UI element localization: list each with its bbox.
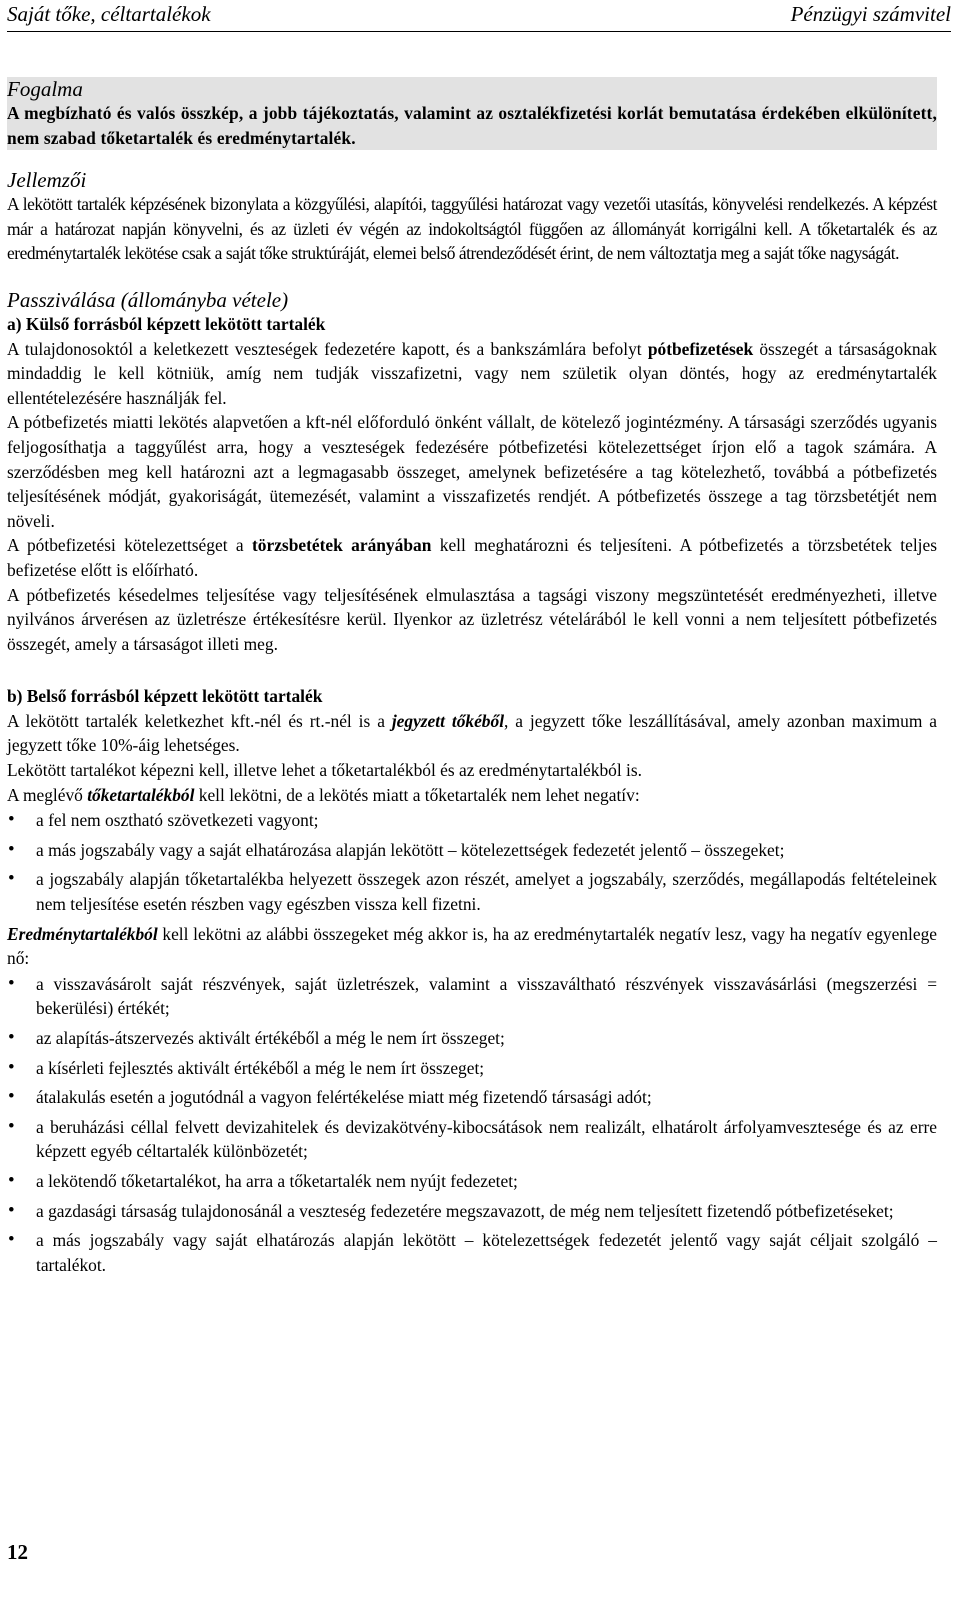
text-run-bold: pótbefizetések xyxy=(647,338,754,359)
list-item: • a lekötendő tőketartalékot, ha arra a tőketartalék nem nyújt fedezetet; xyxy=(7,1169,937,1194)
capital-reserve-list xyxy=(7,808,937,916)
passivation-section xyxy=(7,288,937,1277)
text-run: A meglévő xyxy=(7,784,88,805)
header-book-title: Pénzügyi számvitel xyxy=(790,2,951,26)
definition-text: A megbízható és valós összkép, a jobb tájékoztatás, valamint az osztalékfizetési korlát bemutatása érdekében elkülönített, nem szabad tőketartalék és eredménytartalék. xyxy=(7,103,937,148)
list-item: • a gazdasági társaság tulajdonosánál a veszteség fedezetére megszavazott, de még nem teljesített fizetendő pótbefizetéseket; xyxy=(7,1199,937,1224)
list-item: • a visszavásárolt saját részvények, saját üzletrészek, valamint a visszaváltható részvények visszavásárlási (megszerzési = bekerülési) értékét; xyxy=(7,972,937,1021)
paragraph: Lekötött tartalékot képezni kell, illetve lehet a tőketartalékból és az eredménytartalékból is. xyxy=(7,760,642,781)
text-run: , a jegyzett tőke leszállításával, amely azonban maximum a jegyzett tőke 10%-áig lehetséges. xyxy=(7,710,937,756)
list-item: • az alapítás-átszervezés aktivált értékéből a még le nem írt összeget; xyxy=(7,1026,937,1051)
external-reserve-heading: a) Külső forrásból képzett lekötött tartalék xyxy=(7,313,326,334)
text-run-bold-italic: tőketartalékból xyxy=(87,784,195,805)
characteristics-text: A lekötött tartalék képzésének bizonylata a közgyűlési, alapítói, taggyűlési határozat vagy vezetői utasítás, könyvelési rendelkezés. A képzést már a határozat napján könyvelni, és az üzleti év végén az indokoltságtól függően az állományát korrigálni kell. A tőketartalék és az eredménytartalék lekötése csak a saját tőke struktúráját, elemei belső átrendeződését érint, de nem változtatja meg a saját tőke nagyságát. xyxy=(7,194,937,264)
text-run-bold-italic: Eredménytartalékból xyxy=(7,923,158,944)
paragraph: A pótbefizetés miatti lekötés alapvetően a kft-nél előforduló önként vállalt, de kötelező jogintézmény. A társasági szerződés ugyanis feljogosíthatja a taggyűlést arra, hogy a veszteségek fedezésére pótbefizetési kötelezettséget írjon elő a tagok számára. A szerződésben meg kell határozni azt a legmagasabb összeget, amelynek befizetésére a tag kötelezhető, továbbá a pótbefizetés teljesítésének módját, gyakoriságát, ütemezését, valamint a visszafizetés rendjét. A pótbefizetés összege a tag törzsbetétjét nem növeli. xyxy=(7,412,937,531)
text-run: kell lekötni, de a lekötés miatt a tőketartalék nem lehet negatív: xyxy=(194,784,640,805)
paragraph xyxy=(7,922,937,971)
text-run: összegét a társaságoknak mindaddig le kell kötniük, amíg nem tudják visszafizetni, vagy nem születik olyan döntés, hogy az eredménytartalék ellentételezésére használják fel. xyxy=(7,338,937,408)
text-run: kell lekötni az alábbi összegeket még akkor is, ha az eredménytartalék negatív lesz, vagy ha negatív egyenlege nő: xyxy=(7,923,937,969)
passivation-title: Passziválása (állományba vétele) xyxy=(7,287,289,312)
paragraph xyxy=(7,709,937,758)
page-content xyxy=(7,74,937,1282)
list-item: • a fel nem osztható szövetkezeti vagyont; xyxy=(7,808,937,833)
text-run: A tulajdonosoktól a keletkezett veszteségek fedezetére kapott, és a bankszámlára befolyt xyxy=(7,338,648,359)
list-item: • a kísérleti fejlesztés aktivált értékéből a még le nem írt összeget; xyxy=(7,1056,937,1081)
retained-earnings-list xyxy=(7,972,937,1278)
definition-title: Fogalma xyxy=(7,77,83,101)
text-run: A pótbefizetési kötelezettséget a xyxy=(7,535,252,556)
internal-reserve-heading: b) Belső forrásból képzett lekötött tartalék xyxy=(7,686,323,707)
paragraph xyxy=(7,533,937,582)
text-run: kell meghatározni és teljesíteni. A pótbefizetés a törzsbetétek teljes befizetése előtt is előírható. xyxy=(7,535,937,580)
characteristics-section xyxy=(7,168,937,266)
list-item: • átalakulás esetén a jogutódnál a vagyon felértékelése miatt még fizetendő társasági adót; xyxy=(7,1085,937,1110)
text-run-bold-italic: jegyzett tőkéből xyxy=(391,710,505,731)
list-item: • a más jogszabály vagy saját elhatározás alapján lekötött – kötelezettségek fedezetét jelentő vagy saját céljait szolgáló – tartalékot. xyxy=(7,1228,937,1277)
page-number: 12 xyxy=(7,1540,28,1564)
list-item: • a beruházási céllal felvett devizahitelek és devizakötvény-kibocsátások nem realizált, elhatárolt árfolyamvesztesége és az erre képzett egyéb céltartalék különbözetét; xyxy=(7,1115,937,1164)
characteristics-title: Jellemzői xyxy=(7,168,87,193)
list-item: • a más jogszabály vagy a saját elhatározása alapján lekötött – kötelezettségek fedezetét jelentő – összegeket; xyxy=(7,838,937,863)
page-header xyxy=(7,0,951,32)
header-chapter-title: Saját tőke, céltartalékok xyxy=(7,2,211,26)
paragraph: A pótbefizetés késedelmes teljesítése vagy teljesítésének elmulasztása a tagsági viszony megszüntetését eredményezheti, illetve nyilvános árverésen az üzletrésze értékesítésre kerül. Ilyenkor az üzletrész vételárából le kell vonni a nem teljesített pótbefizetés összegét, amely a társaságot illeti meg. xyxy=(7,584,937,654)
paragraph xyxy=(7,337,937,411)
text-run: A lekötött tartalék keletkezhet kft.-nél és rt.-nél is a xyxy=(7,710,392,731)
definition-box xyxy=(7,77,937,150)
text-run-bold: törzsbetétek arányában xyxy=(252,535,432,556)
paragraph xyxy=(7,783,937,808)
list-item: • a jogszabály alapján tőketartalékba helyezett összegek azon részét, amelyet a jogszabály, szerződés, megállapodás feltételeinek nem teljesítése esetén részben vagy egészben vissza kell fizetni. xyxy=(7,867,937,916)
